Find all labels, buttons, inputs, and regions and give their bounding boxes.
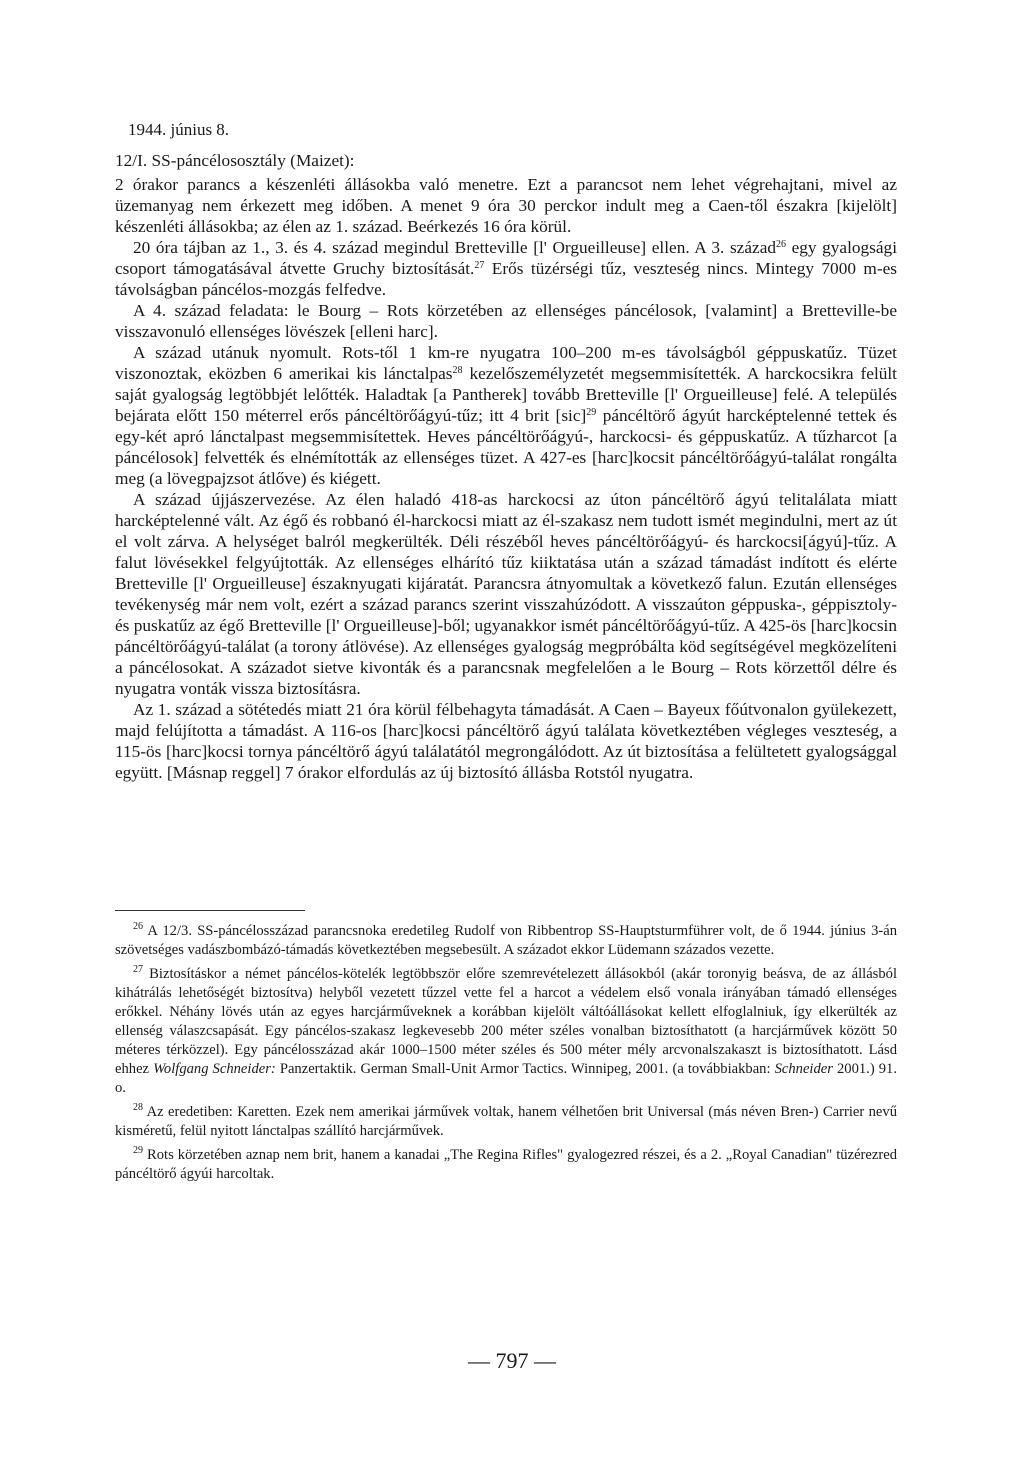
citation-author: Wolfgang Schneider: <box>153 1061 276 1077</box>
paragraph-6: Az 1. század a sötétedés miatt 21 óra körül félbehagyta támadását. A Caen – Bayeux főútvonalon gyülekezett, majd felújította a támadást. A 116-os [harc]kocsi páncéltörő ágyú találata következtében végleges veszteség, a 115-ös [harc]kocsi tornya páncéltörő ágyú találatától megrongálódott. Az út biztosítása a felültetett gyalogsággal együtt. [Másnap reggel] 7 órakor elfordulás az új biztosító állásba Rotstól nyugatra. <box>115 700 897 782</box>
footnote-27 <box>115 965 897 1098</box>
paragraph-2-text-b: egy gyalogsági csoport támogatásával átvette Gruchy biztosítását. <box>115 238 897 278</box>
main-text <box>115 150 897 783</box>
footnote-text-c: 2001.) 91. o. <box>115 1061 897 1096</box>
paragraph-2 <box>115 237 897 300</box>
footnote-28 <box>115 1103 897 1141</box>
paragraph-5: A század újjászervezése. Az élen haladó 418-as harckocsi az úton páncéltörő ágyú telitalálata miatt harcképtelenné vált. Az égő és robbanó él-harckocsi miatt az él-szakasz nem tudott ismét megindulni, mert az út el volt zárva. A helységet balról megkerülték. Déli részéből heves páncéltörőágyú- és harckocsi[ágyú]-tűz. A falut lövésekkel felgyújtották. Az ellenséges elhárító tűz kiiktatása után a század támadást indított és elérte Bretteville [l' Orgueilleuse] északnyugati kijáratát. Parancsra átnyomultak a következő falun. Ezután ellenséges tevékenység már nem volt, ezért a század parancs szerint visszahúzódott. A visszaúton géppuska-, géppisztoly- és puskatűz az égő Bretteville [l' Orgueilleuse]-ből; ugyanakkor ismét páncéltörőágyú-tűz. A 425-ös [harc]kocsin páncéltörőágyú-találat (a torony átlövése). Az ellenséges gyalogság megpróbálta köd segítségével megközelíteni a páncélosokat. A századot sietve kivonták és a parancsnak megfelelően a le Bourg – Rots körzettől délre és nyugatra vonták vissza biztosításra. <box>115 490 897 698</box>
footnote-text-b: Panzertaktik. German Small-Unit Armor Tactics. Winnipeg, 2001. (a továbbiakban: <box>275 1061 775 1077</box>
paragraph-3: A 4. század feladata: le Bourg – Rots körzetében az ellenséges páncélosok, [valamint] a Bretteville-be visszavonuló ellenséges lövészek [elleni harc]. <box>115 301 897 341</box>
footnotes <box>115 922 897 1189</box>
footnote-text-a: Biztosításkor a német páncélos-kötelék legtöbbször előre szemrevételezett állásokból (akár toronyig beásva, de az állásból kihátrálás lehetőségét biztosítva) helyből vezetett tűzzel vette fel a harcot a védelem első vonala irányában támadó ellenséges erőkkel. Néhány lövés után az egyes harcjárműveknek a korábban kijelölt váltóállásokat kellett elfoglalniuk, így elkerülték az ellenség válaszcsapását. Egy páncélos-szakasz legkevesebb 200 méter széles vonalban biztosíthatott (a harcjárművek között 50 méteres térközzel). Egy páncélosszázad akár 1000–1500 méter széles és 500 méter mély arcvonalszakaszt is biztosíthatott. Lásd ehhez <box>115 966 897 1077</box>
footnote-29 <box>115 1146 897 1184</box>
page-number: — 797 — <box>468 1348 556 1373</box>
footnote-ref-26[interactable]: 26 <box>776 239 786 250</box>
entry-date: 1944. június 8. <box>128 120 230 139</box>
paragraph-2-text-c: Erős tüzérségi tűz, veszteség nincs. Mintegy 7000 m-es távolságban páncélos-mozgás felfedve. <box>115 259 897 299</box>
paragraph-4-text-b: kezelőszemélyzetét megsemmisítették. A harckocsikra felült saját gyalogság legtöbbjét lelőtték. Haladtak [a Pantherek] tovább Bretteville [l' Orgueilleuse] felé. A település bejárata előtt 150 méterrel erős páncéltörőágyú-tűz; itt 4 brit [sic] <box>115 364 897 425</box>
footnote-number: 29 <box>133 1145 143 1156</box>
footnote-26 <box>115 922 897 960</box>
paragraph-4-text-a: A század utánuk nyomult. Rots-től 1 km-re nyugatra 100–200 m-es távolságból géppuskatűz. Tüzet viszonoztak, eközben 6 amerikai kis lánctalpas <box>115 343 897 383</box>
paragraph-4-text-c: páncéltörő ágyút harcképtelenné tettek és egy-két apró lánctalpast megsemmisítettek. Heves páncéltörőágyú-, harckocsi- és géppuskatűz. A tűzharcot [a páncélosok] felvették és elnémították az ellenséges tüzet. A 427-es [harc]kocsit páncéltörőágyú-találat rongálta meg (a lövegpajzsot átlőve) és kiégett. <box>115 406 897 488</box>
footnote-text: A 12/3. SS-páncélosszázad parancsnoka eredetileg Rudolf von Ribbentrop SS-Hauptsturmführer volt, de ő 1944. június 3-án szövetséges vadászbombázó-támadás következtében megsebesült. A századot ekkor Lüdemann százados vezette. <box>115 923 897 958</box>
unit-heading: 12/I. SS-páncélososztály (Maizet): <box>115 151 355 170</box>
footnote-ref-28[interactable]: 28 <box>452 365 463 376</box>
paragraph-1: 2 órakor parancs a készenléti állásokba való menetre. Ezt a parancsot nem lehet végrehajtani, mivel az üzemanyag nem érkezett meg időben. A menet 9 óra 30 perckor indult meg a Caen-től északra [kijelölt] készenléti állásokba; az élen az 1. század. Beérkezés 16 óra körül. <box>115 175 897 236</box>
footnote-text: Az eredetiben: Karetten. Ezek nem amerikai járművek voltak, hanem vélhetően brit Universal (más néven Bren-) Carrier nevű kisméretű, felül nyitott lánctalpas szállító harcjárművek. <box>115 1104 897 1139</box>
footnote-ref-29[interactable]: 29 <box>586 407 597 418</box>
footnote-number: 28 <box>133 1102 143 1113</box>
paragraph-4 <box>115 342 897 489</box>
footnote-text: Rots körzetében aznap nem brit, hanem a kanadai „The Regina Rifles" gyalogezred részei, és a 2. „Royal Canadian" tüzérezred páncéltörő ágyúi harcoltak. <box>115 1147 897 1182</box>
citation-short-title: Schneider <box>774 1061 833 1077</box>
paragraph-2-text-a: 20 óra tájban az 1., 3. és 4. század megindul Bretteville [l' Orgueilleuse] ellen. A 3. század <box>133 238 776 257</box>
footnote-ref-27[interactable]: 27 <box>474 260 485 271</box>
footnote-separator <box>115 910 305 911</box>
footnote-number: 26 <box>133 921 143 932</box>
footnote-number: 27 <box>133 964 143 975</box>
